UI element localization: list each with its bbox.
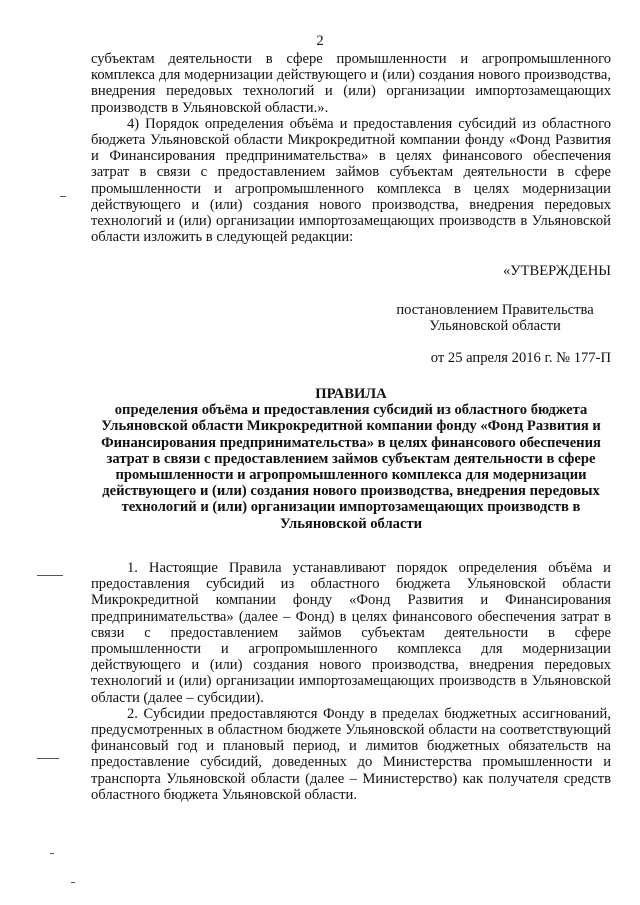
rules-paragraph-1: 1. Настоящие Правила устанавливают порядок определения объёма и предоставления субсидий из областного бюджета Ульяновской области Микрокредитной компании фонду «Фонд Развития и Финансирования предпринимательства» (далее – Фонд) в целях финансового обеспечения затрат в связи с предоставлением займов субъектам деятельности в сфере промышленности и агропромышленного комплекса для модернизации действующего и (или) создания нового производства, внедрения передовых технологий и (или) организации импортозамещающих производств в Ульяновской области (далее – субсидии). — [91, 560, 611, 706]
rules-body — [91, 560, 611, 803]
intro-item-4: 4) Порядок определения объёма и предоставления субсидий из областного бюджета Ульяновской области Микрокредитной компании фонду «Фонд Развития и Финансирования предпринимательства» в целях финансового обеспечения затрат в связи с предоставлением займов субъектам деятельности в сфере промышленности и агропромышленного комплекса в целях модернизации действующего и (или) создания нового производства, внедрения передовых технологий и (или) организации импортозамещающих производств в Ульяновской области изложить в следующей редакции: — [91, 115, 611, 246]
rules-subtitle: определения объёма и предоставления субсидий из областного бюджета Ульяновской области Микрокредитной компании фонду «Фонд Развития и Финансирования предпринимательства» в целях финансового обеспечения затрат в связи с предоставлением займов субъектам деятельности в сфере промышленности и агропромышленного комплекса для модернизации действующего и (или) создания нового производства, внедрения передовых технологий и (или) организации импортозамещающих производств в Ульяновской области — [101, 402, 601, 532]
approval-authority-line-1: постановлением Правительства — [396, 302, 594, 318]
approval-date: от 25 апреля 2016 г. № 177-П — [430, 350, 611, 366]
rules-heading — [91, 386, 611, 532]
scan-margin-mark — [71, 882, 75, 883]
rules-title: ПРАВИЛА — [315, 386, 387, 402]
intro-continuation: субъектам деятельности в сфере промышленности и агропромышленного комплекса для модернизации действующего и (или) создания нового производства, внедрения передовых технологий и (или) организации импортозамещающих производств в Ульяновской области.». — [91, 51, 611, 116]
rules-paragraph-2: 2. Субсидии предоставляются Фонду в пределах бюджетных ассигнований, предусмотренных в областном бюджете Ульяновской области на соответствующий финансовый год и плановый период, и лимитов бюджетных обязательств на предоставление субсидий, доведенных до Министерства промышленности и транспорта Ульяновской области (далее – Министерство) как получателя средств областного бюджета Ульяновской области. — [91, 705, 611, 803]
scan-margin-mark — [50, 853, 54, 854]
intro-text — [91, 51, 611, 245]
approval-authority-line-2: Ульяновской области — [429, 318, 561, 335]
approval-title: «УТВЕРЖДЕНЫ — [502, 263, 611, 279]
scan-margin-mark — [37, 575, 63, 576]
scan-margin-mark — [37, 758, 59, 759]
approval-authority — [390, 302, 608, 334]
page-number: 2 — [316, 33, 324, 49]
scan-margin-mark — [60, 196, 66, 197]
